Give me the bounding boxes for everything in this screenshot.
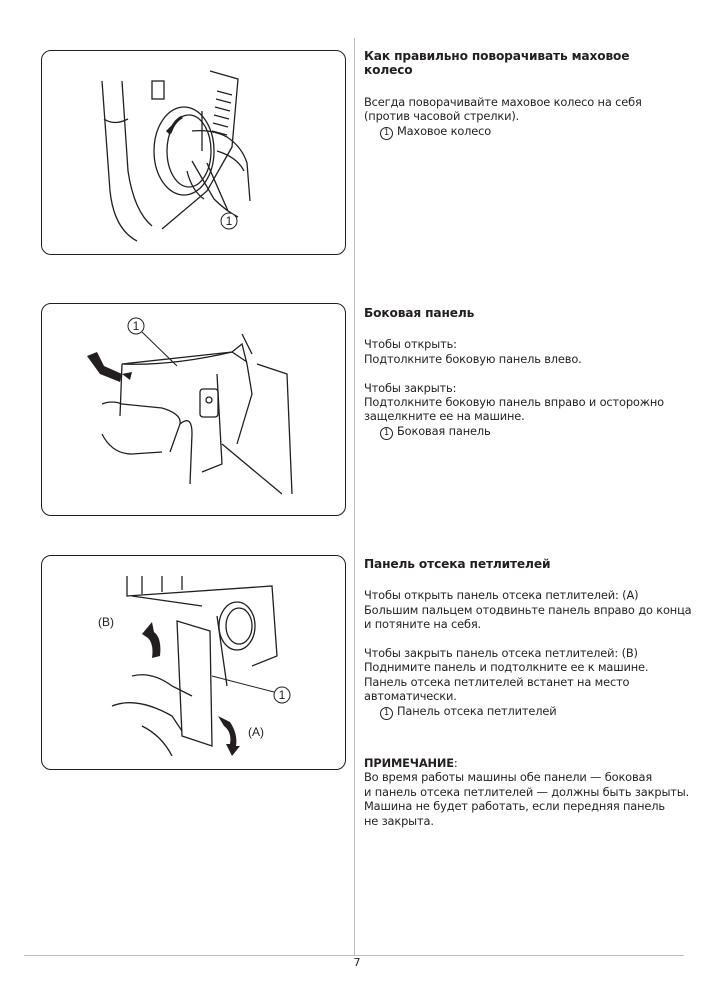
callout-number: 1 — [132, 319, 140, 333]
label-b: (B) — [98, 615, 114, 629]
body-text: Поднимите панель и подтолкните ее к машине. — [364, 660, 649, 675]
note-text: и панель отсека петлителей — должны быть закрыты. — [364, 784, 690, 799]
side-panel-illustration — [42, 304, 345, 515]
reference-label: Маховое колесо — [397, 123, 492, 138]
body-text: Подтолкните боковую панель влево. — [364, 351, 582, 366]
reference-item — [364, 124, 674, 140]
note-colon: : — [453, 756, 458, 770]
reference-label: Панель отсека петлителей — [397, 703, 557, 718]
reference-item — [364, 704, 674, 720]
figure-looper-panel — [41, 555, 346, 770]
label-a: (A) — [248, 725, 264, 739]
figure-side-panel — [41, 303, 346, 516]
page-number: 7 — [353, 956, 361, 969]
note-section — [364, 756, 690, 828]
note-text: Во время работы машины обе панели — боковая — [364, 770, 653, 785]
body-text: Чтобы закрыть панель отсека петлителей: (B) — [364, 646, 638, 661]
handwheel-illustration — [42, 51, 345, 254]
body-text: и потяните на себя. — [364, 617, 482, 632]
reference-number: 1 — [380, 707, 393, 720]
body-text: Чтобы закрыть: — [364, 380, 457, 395]
note-text: не закрыта. — [364, 813, 434, 828]
section-looper-panel — [364, 557, 692, 720]
section-title: Панель отсека петлителей — [364, 557, 551, 571]
section-handwheel — [364, 49, 674, 140]
section-title: Как правильно поворачивать маховое колесо — [364, 49, 630, 78]
reference-item — [364, 424, 674, 440]
body-text: Подтолкните боковую панель вправо и осторожно — [364, 395, 664, 410]
reference-number: 1 — [380, 127, 393, 140]
looper-panel-illustration — [42, 556, 345, 769]
callout-number: 1 — [225, 214, 233, 228]
figure-handwheel — [41, 50, 346, 255]
body-text: Чтобы открыть панель отсека петлителей: (A) — [364, 588, 639, 603]
body-text: автоматически. — [364, 689, 457, 704]
body-text: (против часовой стрелки). — [364, 109, 520, 124]
section-side-panel — [364, 306, 674, 440]
body-text: защелкните ее на машине. — [364, 409, 525, 424]
callout-number: 1 — [278, 688, 286, 702]
column-divider — [354, 38, 355, 956]
body-text: Чтобы открыть: — [364, 337, 457, 352]
note-text: Машина не будет работать, если передняя панель — [364, 799, 665, 814]
body-text: Всегда поворачивайте маховое колесо на себя — [364, 94, 642, 109]
section-title: Боковая панель — [364, 306, 475, 320]
body-text: Панель отсека петлителей встанет на место — [364, 674, 630, 689]
reference-number: 1 — [380, 427, 393, 440]
body-text: Большим пальцем отодвиньте панель вправо до конца — [364, 602, 692, 617]
reference-label: Боковая панель — [397, 423, 491, 438]
note-title: ПРИМЕЧАНИЕ — [364, 756, 454, 770]
note-heading — [364, 756, 674, 770]
